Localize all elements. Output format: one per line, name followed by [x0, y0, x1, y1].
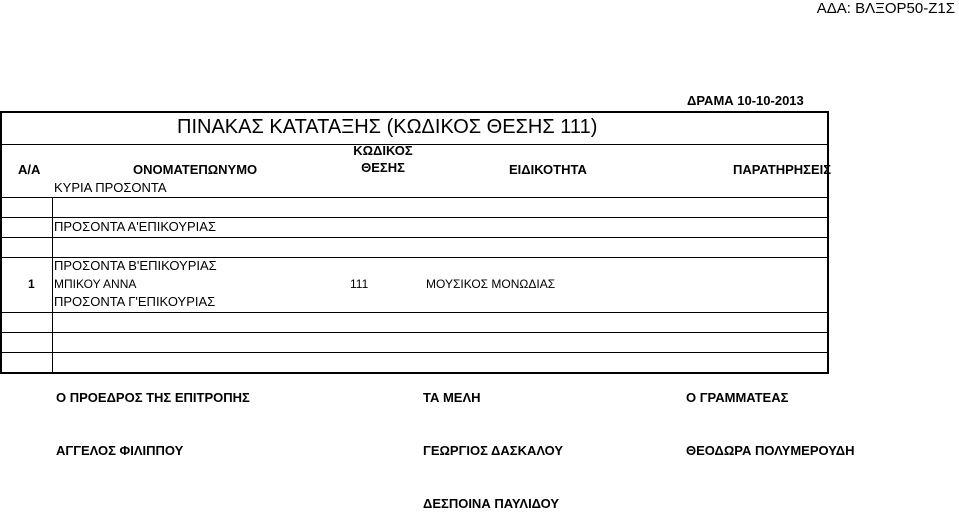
column-header-notes: ΠΑΡΑΤΗΡΗΣΕΙΣ	[733, 162, 832, 177]
document-code: ΑΔΑ: ΒΛΞΟΡ50-Ζ1Σ	[816, 0, 955, 17]
row-aa: 1	[28, 277, 35, 291]
column-header-name: ΟΝΟΜΑΤΕΠΩΝΥΜΟ	[133, 162, 258, 177]
row-code: 111	[350, 277, 369, 291]
table-bottom-border	[0, 372, 829, 374]
page-title: ΠΙΝΑΚΑΣ ΚΑΤΑΤΑΞΗΣ (ΚΩΔΙΚΟΣ ΘΕΣΗΣ 111)	[177, 116, 598, 138]
secretary-name: ΘΕΟΔΩΡΑ ΠΟΛΥΜΕΡΟΥΔΗ	[686, 443, 855, 458]
row-divider	[0, 332, 829, 333]
table-top-border	[0, 111, 829, 113]
column-header-code-line1: ΚΩΔΙΚΟΣ	[353, 143, 413, 158]
table-left-border	[0, 111, 2, 373]
column-header-aa: Α/Α	[18, 162, 41, 177]
section-a-auxiliary: ΠΡΟΣΟΝΤΑ Α'ΕΠΙΚΟΥΡΙΑΣ	[54, 219, 216, 234]
table-right-border	[827, 111, 829, 373]
column-header-specialty: ΕΙΔΙΚΟΤΗΤΑ	[509, 162, 587, 177]
members-role: ΤΑ ΜΕΛΗ	[423, 390, 481, 405]
president-role: Ο ΠΡΟΕΔΡΟΣ ΤΗΣ ΕΠΙΤΡΟΠΗΣ	[56, 390, 250, 405]
column-header-code-line2: ΘΕΣΗΣ	[361, 160, 405, 175]
row-divider	[0, 312, 829, 313]
row-specialty: ΜΟΥΣΙΚΟΣ ΜΟΝΩΔΙΑΣ	[426, 277, 556, 291]
row-divider	[0, 217, 829, 218]
row-divider	[0, 352, 829, 353]
row-divider	[0, 197, 829, 198]
document-date: ΔΡΑΜΑ 10-10-2013	[687, 93, 804, 108]
row-divider	[0, 237, 829, 238]
president-name: ΑΓΓΕΛΟΣ ΦΙΛΙΠΠΟΥ	[56, 443, 184, 458]
row-name: ΜΠΙΚΟΥ ΑΝΝΑ	[54, 277, 137, 291]
member-name: ΓΕΩΡΓΙΟΣ ΔΑΣΚΑΛΟΥ	[423, 443, 564, 458]
member-name: ΔΕΣΠΟΙΝΑ ΠΑΥΛΙΔΟΥ	[423, 496, 560, 511]
secretary-role: Ο ΓΡΑΜΜΑΤΕΑΣ	[686, 390, 789, 405]
section-b-auxiliary: ΠΡΟΣΟΝΤΑ Β'ΕΠΙΚΟΥΡΙΑΣ	[54, 258, 217, 273]
section-main-qualifications: ΚΥΡΙΑ ΠΡΟΣΟΝΤΑ	[54, 180, 167, 195]
section-c-auxiliary: ΠΡΟΣΟΝΤΑ Γ'ΕΠΙΚΟΥΡΙΑΣ	[54, 294, 216, 309]
column-divider	[52, 197, 53, 372]
